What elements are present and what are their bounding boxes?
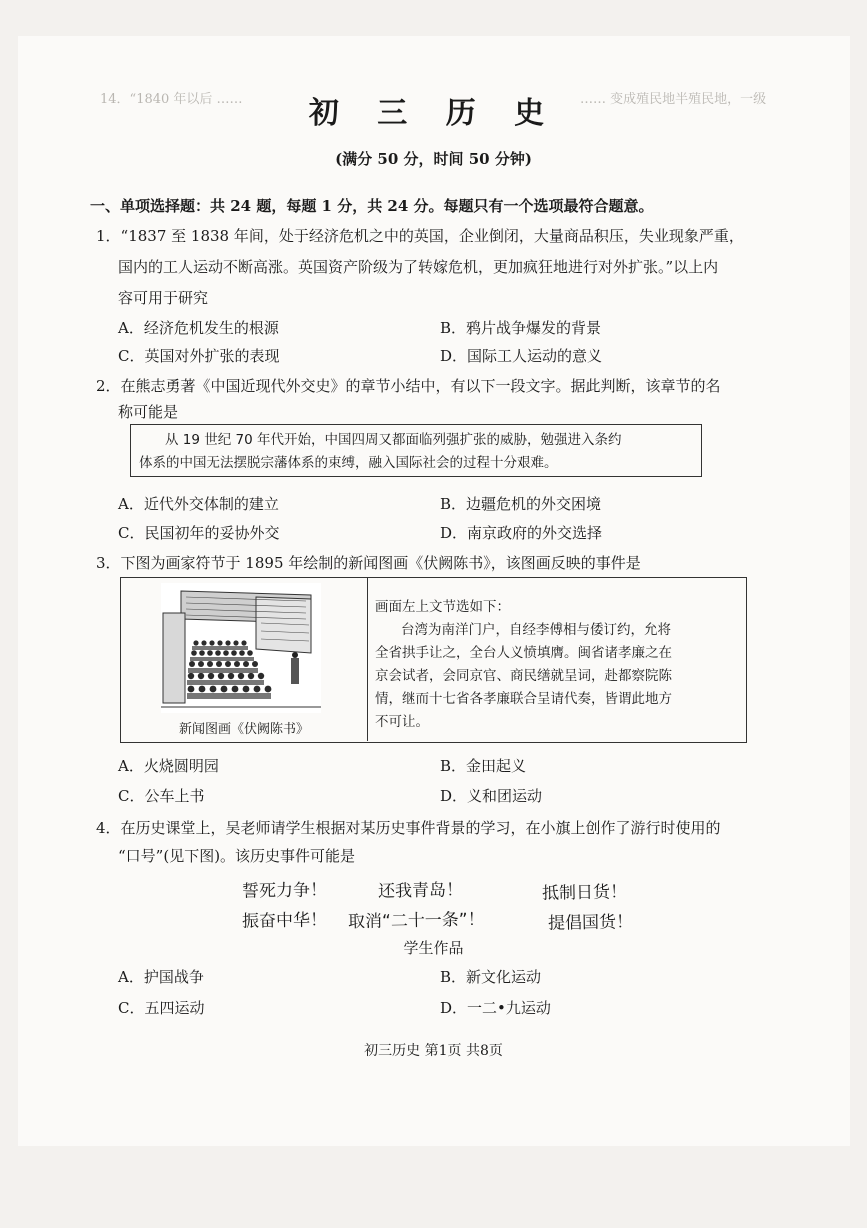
q2-stem-line: 2．在熊志勇著《中国近现代外交史》的章节小结中，有以下一段文字。据此判断，该章节的名 <box>96 377 721 395</box>
q1-stem-line: 国内的工人运动不断高涨。英国资产阶级为了转嫁危机，更加疯狂地进行对外扩张。”以上内 <box>118 258 719 276</box>
q3-figure-panel <box>121 578 368 741</box>
q3-figure-box <box>120 577 747 743</box>
q3-figure-caption: 新闻图画《伏阙陈书》 <box>178 722 309 737</box>
q2-option-c[interactable]: C．民国初年的妥协外交 <box>118 524 280 542</box>
q3-excerpt-line: 情，继而十七省各孝廉联合呈请代奏，皆谓此地方 <box>375 691 672 707</box>
page-title: 初 三 历 史 <box>308 96 559 131</box>
q2-option-d[interactable]: D．南京政府的外交选择 <box>440 524 603 542</box>
q1-option-d[interactable]: D．国际工人运动的意义 <box>440 347 603 365</box>
slogan: 誓死力争！ <box>241 880 328 902</box>
q2-quote-line: 从 19 世纪 70 年代开始，中国四周又都面临列强扩张的威胁，勉强进入条约 <box>165 432 622 448</box>
q3-excerpt-line: 全省拱手让之，全台人义愤填膺。闽省诸孝廉之在 <box>375 645 672 661</box>
q4-stem-line: 4．在历史课堂上，吴老师请学生根据对某历史事件背景的学习，在小旗上创作了游行时使用的 <box>96 819 721 837</box>
q1-stem-line: 容可用于研究 <box>118 289 209 307</box>
q3-option-b[interactable]: B．金田起义 <box>440 757 527 775</box>
slogan: 取消“二十一条”！ <box>347 909 485 933</box>
q1-stem-line: 1．“1837 至 1838 年间，处于经济危机之中的英国，企业倒闭，大量商品积压，失业现象严重， <box>96 227 744 245</box>
q2-quote-line: 体系的中国无法摆脱宗藩体系的束缚，融入国际社会的过程十分艰难。 <box>139 455 558 471</box>
slogan: 抵制日货！ <box>541 882 628 904</box>
slogan: 提倡国货！ <box>547 912 634 934</box>
q3-excerpt <box>375 596 741 734</box>
q3-stem: 3．下图为画家符节于 1895 年绘制的新闻图画《伏阙陈书》，该图画反映的事件是 <box>96 554 641 572</box>
q4-option-a[interactable]: A．护国战争 <box>118 968 204 986</box>
bleed-through-text: 14．“1840 年以后 …… <box>100 92 243 107</box>
q3-excerpt-line: 台湾为南洋门户，自经李傅相与倭订约，允将 <box>401 622 671 638</box>
petition-engraving-image <box>161 583 321 713</box>
exam-subtitle: (满分 50 分，时间 50 分钟) <box>335 150 532 168</box>
q2-option-a[interactable]: A．近代外交体制的建立 <box>118 495 279 513</box>
page-footer: 初三历史 第1页 共8页 <box>364 1043 503 1059</box>
q3-option-c[interactable]: C．公车上书 <box>118 787 205 805</box>
q3-excerpt-line: 京会试者，会同京官、商民缮就呈词，赴都察院陈 <box>375 668 672 684</box>
q4-option-c[interactable]: C．五四运动 <box>118 999 205 1017</box>
q3-option-a[interactable]: A．火烧圆明园 <box>118 757 219 775</box>
slogan: 振奋中华！ <box>241 910 328 932</box>
bleed-through-text: …… 变成殖民地半殖民地，一级 <box>580 92 767 107</box>
q4-stem-line: “口号”(见下图)。该历史事件可能是 <box>118 847 356 865</box>
q3-excerpt-line: 不可让。 <box>375 714 429 730</box>
q1-option-a[interactable]: A．经济危机发生的根源 <box>118 319 279 337</box>
q4-option-d[interactable]: D．一二•九运动 <box>440 999 551 1017</box>
q2-option-b[interactable]: B．边疆危机的外交困境 <box>440 495 602 513</box>
q1-option-b[interactable]: B．鸦片战争爆发的背景 <box>440 319 602 337</box>
q1-option-c[interactable]: C．英国对外扩张的表现 <box>118 347 280 365</box>
q2-stem-line: 称可能是 <box>118 403 179 421</box>
q3-excerpt-heading: 画面左上文节选如下： <box>375 599 510 615</box>
section-header: 一、单项选择题：共 24 题，每题 1 分，共 24 分。每题只有一个选项最符合题意。 <box>90 197 654 215</box>
q4-option-b[interactable]: B．新文化运动 <box>440 968 542 986</box>
q4-figure-caption: 学生作品 <box>403 939 464 957</box>
q2-quote-box <box>130 424 702 477</box>
q3-option-d[interactable]: D．义和团运动 <box>440 787 543 805</box>
slogan: 还我青岛！ <box>377 880 464 902</box>
